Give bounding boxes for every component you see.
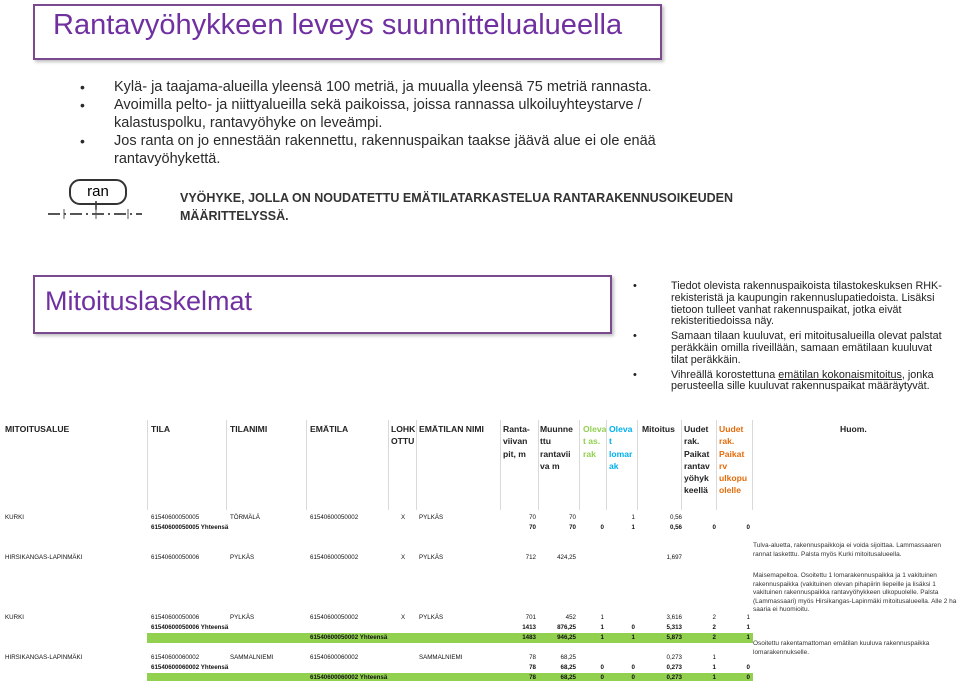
cell-uudet-rv: 1 — [712, 674, 716, 681]
cell-uudet-rv: 2 — [712, 614, 716, 621]
cell-olevat-lomarak: 1 — [631, 514, 635, 521]
column-divider — [637, 420, 638, 510]
column-divider — [147, 420, 148, 510]
cell-uudet-rv: 0 — [712, 524, 716, 531]
col-header-olevat-as-rak: Oleva t as. rak — [583, 424, 607, 459]
cell-olevat-lomarak: 0 — [631, 624, 635, 631]
cell-rantaviivan-pit: 70 — [529, 524, 536, 531]
col-header-tila: TILA — [151, 424, 171, 434]
cell-muunnettu: 876,25 — [557, 624, 576, 631]
cell-ematila: 61540600050002 — [310, 514, 359, 521]
section-title: Mitoituslaskelmat — [45, 286, 253, 316]
cell-uudet-ulko: 0 — [746, 674, 750, 681]
cell-ematila: 61540600060002 — [310, 654, 359, 661]
cell-muunnettu: 68,25 — [560, 654, 576, 661]
column-divider — [716, 420, 717, 510]
cell-uudet-rv: 1 — [712, 664, 716, 671]
cell-olevat-as-rak: 0 — [600, 674, 604, 681]
cell-tilanimi: TÖRMÄLÄ — [230, 514, 260, 521]
cell-rantaviivan-pit: 78 — [529, 664, 536, 671]
bullet-item: • Tiedot olevista rakennuspaikoista tilastokeskuksen RHK-rekisteristä ja kaupungin rakennuslupatiedoista. Lisäksi tietoon tulleet vanhat rakennuspaikat, jotka eivät rekisteritiedoissa näy. — [633, 281, 949, 328]
cell-tila: 61540600060002 Yhteensä — [151, 664, 229, 671]
cell-mitoitusalue: KURKI — [5, 614, 24, 621]
col-header-ematilan-nimi: EMÄTILAN NIMI — [419, 424, 484, 434]
cell-mitoitusalue: HIRSIKANGAS-LAPINMÄKI — [5, 554, 83, 561]
cell-muunnettu: 68,25 — [560, 664, 576, 671]
bullet-text: , jonka perusteella sille kuuluvat rakennuspaikat määräytyvät. — [671, 368, 934, 393]
cell-ematila: 61540600050002 — [310, 614, 359, 621]
cell-rantaviivan-pit: 701 — [525, 614, 536, 621]
cell-tila: 61540600050006 — [151, 614, 200, 621]
cell-ematila: 61540600050002 Yhteensä — [310, 634, 388, 641]
cell-ematila: 61540600060002 Yhteensä — [310, 674, 388, 681]
cell-olevat-as-rak: 0 — [600, 664, 604, 671]
col-header-uudet-rv: Uudet rak. Paikat rantav yöhyk keellä — [684, 424, 710, 496]
cell-tila: 61540600050006 — [151, 554, 200, 561]
table-row — [0, 613, 960, 623]
cell-olevat-lomarak: 1 — [631, 634, 635, 641]
cell-uudet-ulko: 1 — [746, 614, 750, 621]
cell-rantaviivan-pit: 1413 — [522, 624, 536, 631]
column-divider — [226, 420, 227, 510]
cell-rantaviivan-pit: 70 — [529, 514, 536, 521]
cell-ematilan-nimi: PYLKÄS — [419, 514, 444, 521]
cell-tila: 61540600050005 Yhteensä — [151, 524, 229, 531]
cell-tila: 61540600050005 — [151, 514, 200, 521]
top-bullet-list — [80, 78, 700, 168]
cell-tila: 61540600050006 Yhteensä — [151, 624, 229, 631]
col-header-mitoitusalue: MITOITUSALUE — [5, 424, 70, 434]
col-header-lohkottu: LOHK OTTU — [391, 424, 416, 447]
bullet-item — [633, 370, 949, 394]
column-divider — [500, 420, 501, 510]
cell-ematila: 61540600050002 — [310, 554, 359, 561]
col-header-rantaviivan-pit: Ranta- viivan pit, m — [503, 424, 530, 459]
cell-olevat-lomarak: 0 — [631, 664, 635, 671]
cell-ematilan-nimi: PYLKÄS — [419, 554, 444, 561]
map-legend — [46, 178, 736, 228]
col-header-tilanimi: TILANIMI — [230, 424, 268, 434]
col-header-mitoitus: Mitoitus — [642, 424, 675, 434]
table-row — [147, 633, 753, 643]
bullet-item: • Avoimilla pelto- ja niittyalueilla sekä paikoissa, joissa rannassa ulkoiluyhteystarve / kalastuspolku, rantavyöhyke on leveämpi. — [80, 96, 700, 132]
col-header-olevat-lomarak: Oleva t lomar ak — [609, 424, 633, 471]
cell-muunnettu: 452 — [565, 614, 576, 621]
cell-olevat-as-rak: 1 — [600, 634, 604, 641]
bullet-item: • Kylä- ja taajama-alueilla yleensä 100 metriä, ja muualla yleensä 75 metriä rannasta. — [80, 78, 700, 96]
section-title-box — [33, 275, 612, 334]
table-header — [0, 420, 960, 510]
column-divider — [752, 420, 753, 510]
cell-uudet-ulko: 0 — [746, 664, 750, 671]
cell-olevat-as-rak: 1 — [600, 614, 604, 621]
column-divider — [579, 420, 580, 510]
cell-mitoitusalue: KURKI — [5, 514, 24, 521]
cell-mitoitus: 0,56 — [669, 524, 682, 531]
column-divider — [306, 420, 307, 510]
cell-mitoitus: 0,273 — [666, 674, 682, 681]
column-divider — [606, 420, 607, 510]
cell-tila: 61540600060002 — [151, 654, 200, 661]
right-bullet-list — [633, 281, 949, 396]
cell-muunnettu: 68,25 — [560, 674, 576, 681]
cell-uudet-ulko: 1 — [746, 624, 750, 631]
page-title: Rantavyöhykkeen leveys suunnittelualueella — [53, 9, 623, 41]
cell-rantaviivan-pit: 78 — [529, 654, 536, 661]
cell-mitoitus: 3,616 — [666, 614, 682, 621]
cell-rantaviivan-pit: 78 — [529, 674, 536, 681]
table-row — [0, 523, 960, 533]
cell-ematilan-nimi: PYLKÄS — [419, 614, 444, 621]
legend-symbol-label: ran — [69, 179, 127, 205]
cell-olevat-as-rak: 1 — [600, 624, 604, 631]
column-divider — [538, 420, 539, 510]
mitoitus-table — [0, 420, 960, 681]
cell-uudet-ulko: 1 — [746, 634, 750, 641]
column-divider — [681, 420, 682, 510]
bullet-item: • Jos ranta on jo ennestään rakennettu, rakennuspaikan taakse jäävä alue ei ole enää rantavyöhykettä. — [80, 132, 700, 168]
cell-mitoitus: 5,873 — [666, 634, 682, 641]
column-divider — [388, 420, 389, 510]
cell-mitoitus: 0,56 — [669, 514, 682, 521]
column-divider — [416, 420, 417, 510]
cell-tilanimi: SAMMALNIEMI — [230, 654, 274, 661]
cell-lohkottu: X — [401, 554, 406, 561]
col-header-huom: Huom. — [840, 424, 867, 434]
cell-olevat-lomarak: 0 — [631, 674, 635, 681]
legend-text: VYÖHYKE, JOLLA ON NOUDATETTU EMÄTILATARKASTELUA RANTARAKENNUSOIKEUDEN MÄÄRITTELYSSÄ. — [180, 191, 734, 223]
cell-muunnettu: 946,25 — [557, 634, 576, 641]
title-box — [33, 4, 662, 60]
cell-uudet-rv: 1 — [712, 654, 716, 661]
cell-muunnettu: 70 — [569, 514, 576, 521]
cell-mitoitus: 0,273 — [666, 664, 682, 671]
cell-uudet-rv: 2 — [712, 624, 716, 631]
note-text: Maisemapeltoa. Osoitettu 1 lomarakennuspaikka ja 1 vakituinen rakennuspaikka (vakituinen olevan pihapiirin liepeille ja lisäksi 1 vakituinen rakennuspaikka rantavyöhykkeen ulkopuolelle. Palsta (Lammassaari) myös Hirsikangas-Lapinmäki mitoitusalueella. Alle 2 ha saaria ei huomioitu. — [753, 572, 957, 613]
cell-mitoitus: 0,273 — [666, 654, 682, 661]
cell-muunnettu: 424,25 — [557, 554, 576, 561]
cell-tilanimi: PYLKÄS — [230, 614, 255, 621]
cell-uudet-rv: 2 — [712, 634, 716, 641]
cell-mitoitusalue: HIRSIKANGAS-LAPINMÄKI — [5, 654, 83, 661]
cell-rantaviivan-pit: 712 — [525, 554, 536, 561]
cell-ematilan-nimi: SAMMALNIEMI — [419, 654, 463, 661]
cell-rantaviivan-pit: 1483 — [522, 634, 536, 641]
underlined-term: emätilan kokonaismitoitus — [778, 368, 902, 381]
cell-lohkottu: X — [401, 614, 406, 621]
table-row — [0, 623, 960, 633]
cell-mitoitus: 1,697 — [666, 554, 682, 561]
cell-uudet-ulko: 0 — [746, 524, 750, 531]
cell-tilanimi: PYLKÄS — [230, 554, 255, 561]
cell-olevat-lomarak: 1 — [631, 524, 635, 531]
col-header-uudet-ulko: Uudet rak. Paikat rv ulkopu olelle — [719, 424, 748, 496]
cell-mitoitus: 5,313 — [666, 624, 682, 631]
note-text: Osoitettu rakentamattoman emätilan kuuluva rakennuspaikka lomarakennukselle. — [753, 640, 930, 656]
cell-olevat-as-rak: 0 — [600, 524, 604, 531]
bullet-text: Vihreällä korostettuna — [671, 368, 779, 381]
cell-lohkottu: X — [401, 514, 406, 521]
table-row — [147, 673, 753, 681]
table-row — [0, 663, 960, 673]
col-header-ematila: EMÄTILA — [310, 424, 349, 434]
table-row — [0, 513, 960, 523]
bullet-item: • Samaan tilaan kuuluvat, eri mitoitusalueilla olevat palstat peräkkäin omilla riveillään, samaan emätilaan kuuluvat tilat peräkkäin. — [633, 331, 949, 366]
note-text: Tulva-aluetta, rakennuspaikkoja ei voida sijoittaa. Lammassaaren rannat lasketttu. Palsta myös Kurki mitoitusalueella. — [753, 542, 941, 558]
cell-muunnettu: 70 — [569, 524, 576, 531]
col-header-muunnettu: Muunne ttu rantavii va m — [540, 424, 573, 471]
